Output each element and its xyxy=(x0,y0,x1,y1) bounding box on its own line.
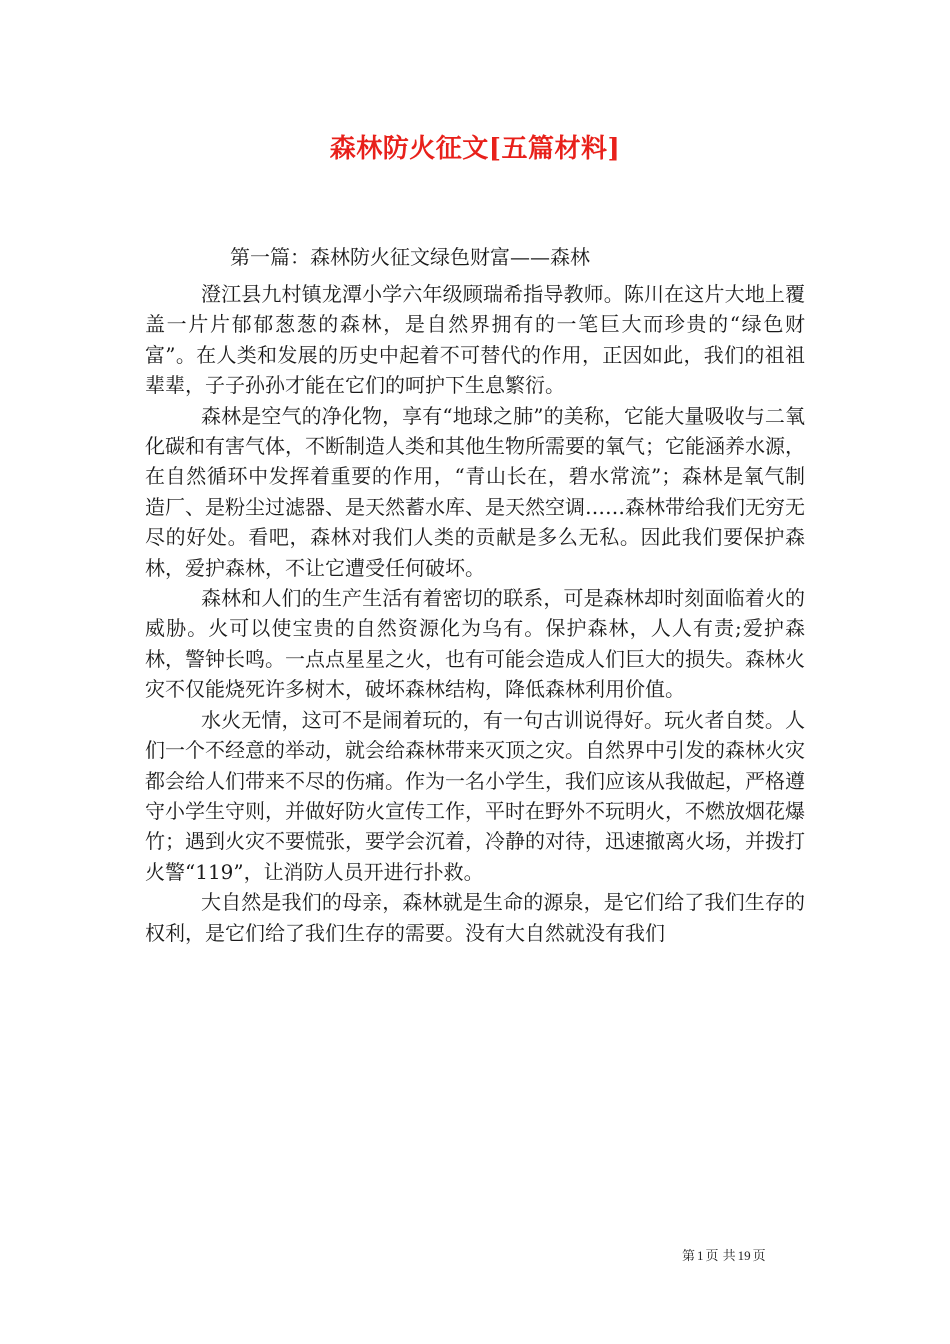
paragraph: 澄江县九村镇龙潭小学六年级顾瑞希指导教师。陈川在这片大地上覆盖一片片郁郁葱葱的森林，是自然界拥有的一笔巨大而珍贵的“绿色财富”。在人类和发展的历史中起着不可替代的作用，正因如此，我们的祖祖辈辈，子子孙孙才能在它们的呵护下生息繁衍。 xyxy=(145,282,805,398)
footer-suffix: 页 xyxy=(752,1249,766,1264)
paragraph: 大自然是我们的母亲，森林就是生命的源泉，是它们给了我们生存的权利，是它们给了我们生存的需要。没有大自然就没有我们 xyxy=(145,890,805,945)
footer-prefix: 第 xyxy=(682,1249,696,1264)
section-heading: 第一篇：森林防火征文绿色财富——森林 xyxy=(230,245,590,269)
page-number-footer xyxy=(682,1247,766,1266)
current-page-number: 1 xyxy=(697,1248,704,1263)
paragraph: 水火无情，这可不是闹着玩的，有一句古训说得好。玩火者自焚。人们一个不经意的举动，就会给森林带来灭顶之灾。自然界中引发的森林火灾都会给人们带来不尽的伤痛。作为一名小学生，我们应该从我做起，严格遵守小学生守则，并做好防火宣传工作，平时在野外不玩明火，不燃放烟花爆竹；遇到火灾不要慌张，要学会沉着，冷静的对待，迅速撤离火场，并拨打火警“119”，让消防人员开进行扑救。 xyxy=(145,707,805,884)
paragraph: 森林和人们的生产生活有着密切的联系，可是森林却时刻面临着火的威胁。火可以使宝贵的自然资源化为乌有。保护森林，人人有责;爱护森林，警钟长鸣。一点点星星之火，也有可能会造成人们巨大的损失。森林火灾不仅能烧死许多树木，破坏森林结构，降低森林利用价值。 xyxy=(145,586,805,702)
footer-middle: 页 共 xyxy=(705,1249,736,1264)
document-body xyxy=(145,279,805,948)
paragraph: 森林是空气的净化物，享有“地球之肺”的美称，它能大量吸收与二氧化碳和有害气体，不断制造人类和其他生物所需要的氧气；它能涵养水源，在自然循环中发挥着重要的作用，“青山长在，碧水常流”；森林是氧气制造厂、是粉尘过滤器、是天然蓄水库、是天然空调……森林带给我们无穷无尽的好处。看吧，森林对我们人类的贡献是多么无私。因此我们要保护森林，爱护森林，不让它遭受任何破坏。 xyxy=(145,403,805,580)
total-pages-number: 19 xyxy=(737,1248,751,1263)
document-title: 森林防火征文[五篇材料] xyxy=(329,134,621,164)
